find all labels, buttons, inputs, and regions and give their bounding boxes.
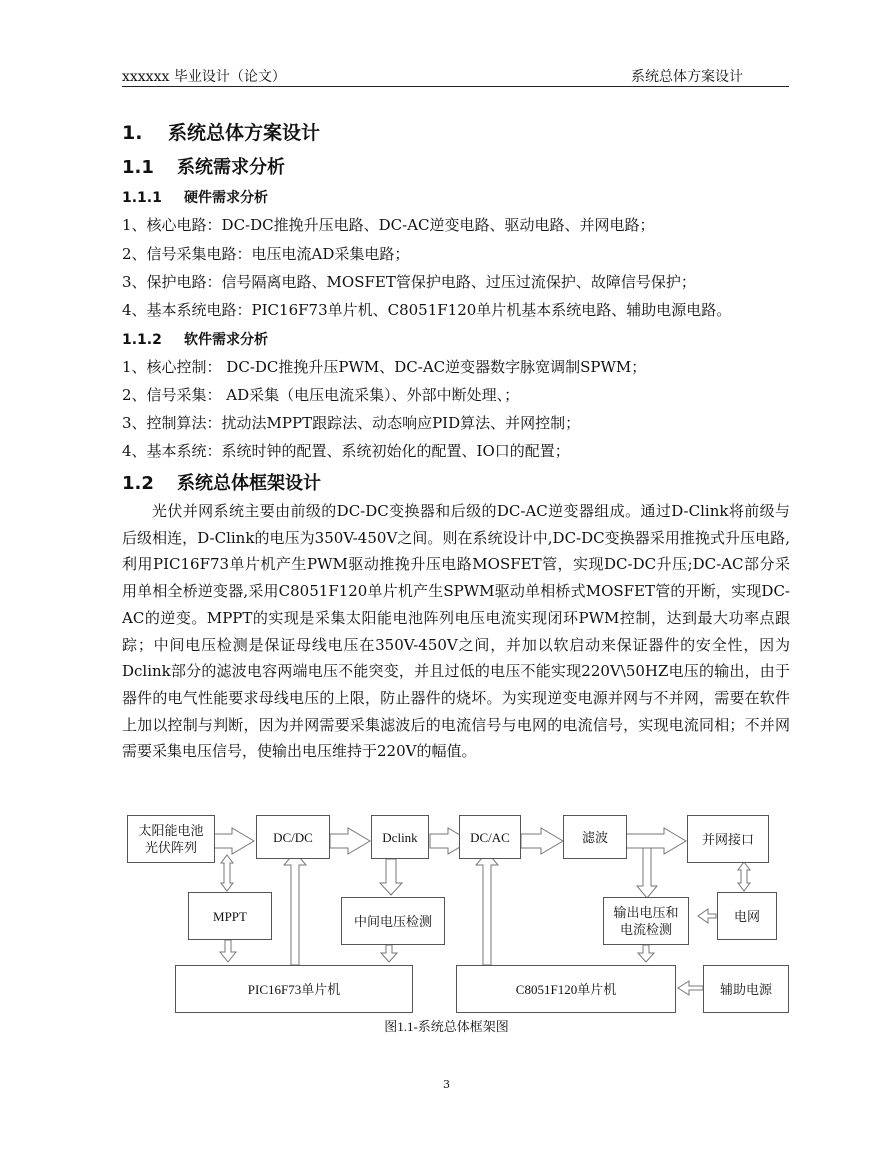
box-output-detect: [603, 897, 689, 945]
arrow-filter-grid-interface: [626, 828, 686, 854]
list-item: 3、控制算法：扰动法MPPT跟踪法、动态响应PID算法、并网控制；: [122, 414, 581, 432]
box-mid-voltage: 中间电压检测: [341, 897, 445, 945]
arrow-mid-pic: [381, 945, 397, 962]
list-item: 1、核心控制： DC-DC推挽升压PWM、DC-AC逆变器数字脉宽调制SPWM；: [122, 358, 647, 376]
box-mppt: MPPT: [188, 892, 272, 940]
box-pic: PIC16F73单片机: [175, 965, 413, 1013]
arrow-solar-mppt: [221, 855, 233, 891]
box-grid: 电网: [717, 892, 777, 940]
box-dclink: Dclink: [371, 815, 429, 859]
box-c8051: C8051F120单片机: [456, 965, 676, 1013]
arrow-dcdc-dclink: [330, 828, 370, 854]
list-item: 2、信号采集电路：电压电流AD采集电路；: [122, 245, 410, 263]
box-solar-array: [127, 815, 215, 863]
chapter-title: 系统总体方案设计: [168, 122, 321, 144]
figure-caption: 图1.1-系统总体框架图: [384, 1019, 509, 1034]
subsection-number: 1.1.1: [122, 190, 162, 206]
header-left: xxxxxx 毕业设计（论文）: [122, 69, 286, 85]
arrow-grid-output: [698, 909, 716, 923]
subsection-title: 硬件需求分析: [184, 190, 268, 206]
list-item: 4、基本系统：系统时钟的配置、系统初始化的配置、IO口的配置；: [122, 442, 570, 460]
chapter-number: 1.: [122, 122, 143, 144]
page-number: 3: [443, 1078, 450, 1091]
box-output-line2: 电流检测: [619, 922, 672, 937]
box-solar-line2: 光伏阵列: [144, 840, 197, 855]
section-title: 系统总体框架设计: [177, 473, 321, 494]
arrow-filter-output: [637, 848, 657, 898]
arrow-dcac-filter: [521, 828, 563, 854]
section-number: 1.2: [122, 473, 154, 494]
box-solar-line1: 太阳能电池: [138, 823, 204, 838]
header-right: 系统总体方案设计: [631, 69, 743, 85]
arrow-mppt-pic: [220, 940, 236, 962]
arrow-aux-c8051: [678, 981, 703, 995]
arrow-interface-grid: [738, 862, 750, 891]
box-dcac: DC/AC: [459, 815, 521, 859]
box-aux-power: 辅助电源: [703, 965, 789, 1013]
body-paragraph: 光伏并网系统主要由前级的DC-DC变换器和后级的DC-AC逆变器组成。通过D-Clink将前级与后级相连，D-Clink的电压为350V-450V之间。则在系统设计中,DC-DC变换器采用推挽式升压电路,利用PIC16F73单片机产生PWM驱动推挽升压电路MOSFET管，实现DC-DC升压;DC-AC部分采用单相全桥逆变器,采用C8051F120单片机产生SPWM驱动单相桥式MOSFET管的开断，实现DC-AC的逆变。MPPT的实现是采集太阳能电池阵列电压电流实现闭环PWM控制，达到最大功率点跟踪；中间电压检测是保证母线电压在350V-450V之间，并加以软启动来保证器件的安全性，因为Dclink部分的滤波电容两端电压不能突变，并且过低的电压不能实现220V\50HZ电压的输出，由于器件的电气性能要求母线电压的上限，防止器件的烧坏。为实现逆变电源并网与不并网，需要在软件上加以控制与判断，因为并网需要采集滤波后的电流信号与电网的电流信号，实现电流同相；不并网需要采集电压信号，使输出电压维持于220V的幅值。: [122, 502, 790, 761]
arrow-dclink-mid: [380, 859, 402, 895]
subsection-title: 软件需求分析: [184, 332, 268, 348]
list-item: 3、保护电路：信号隔离电路、MOSFET管保护电路、过压过流保护、故障信号保护；: [122, 273, 696, 291]
arrow-output-c8051: [638, 945, 654, 962]
section-number: 1.1: [122, 157, 154, 178]
box-output-line1: 输出电压和: [613, 905, 679, 920]
list-item: 1、核心电路：DC-DC推挽升压电路、DC-AC逆变电路、驱动电路、并网电路；: [122, 216, 655, 234]
arrow-c8051-dcac: [476, 852, 498, 965]
box-dcdc: DC/DC: [256, 815, 330, 859]
list-item: 2、信号采集： AD采集（电压电流采集）、外部中断处理、；: [122, 386, 520, 404]
box-filter: 滤波: [563, 815, 627, 859]
section-title: 系统需求分析: [177, 157, 285, 178]
subsection-number: 1.1.2: [122, 332, 162, 348]
arrow-pic-dcdc: [284, 852, 306, 965]
box-grid-interface: 并网接口: [687, 815, 769, 863]
arrow-solar-dcdc: [214, 828, 254, 854]
list-item: 4、基本系统电路：PIC16F73单片机、C8051F120单片机基本系统电路、辅助电源电路。: [122, 301, 732, 319]
